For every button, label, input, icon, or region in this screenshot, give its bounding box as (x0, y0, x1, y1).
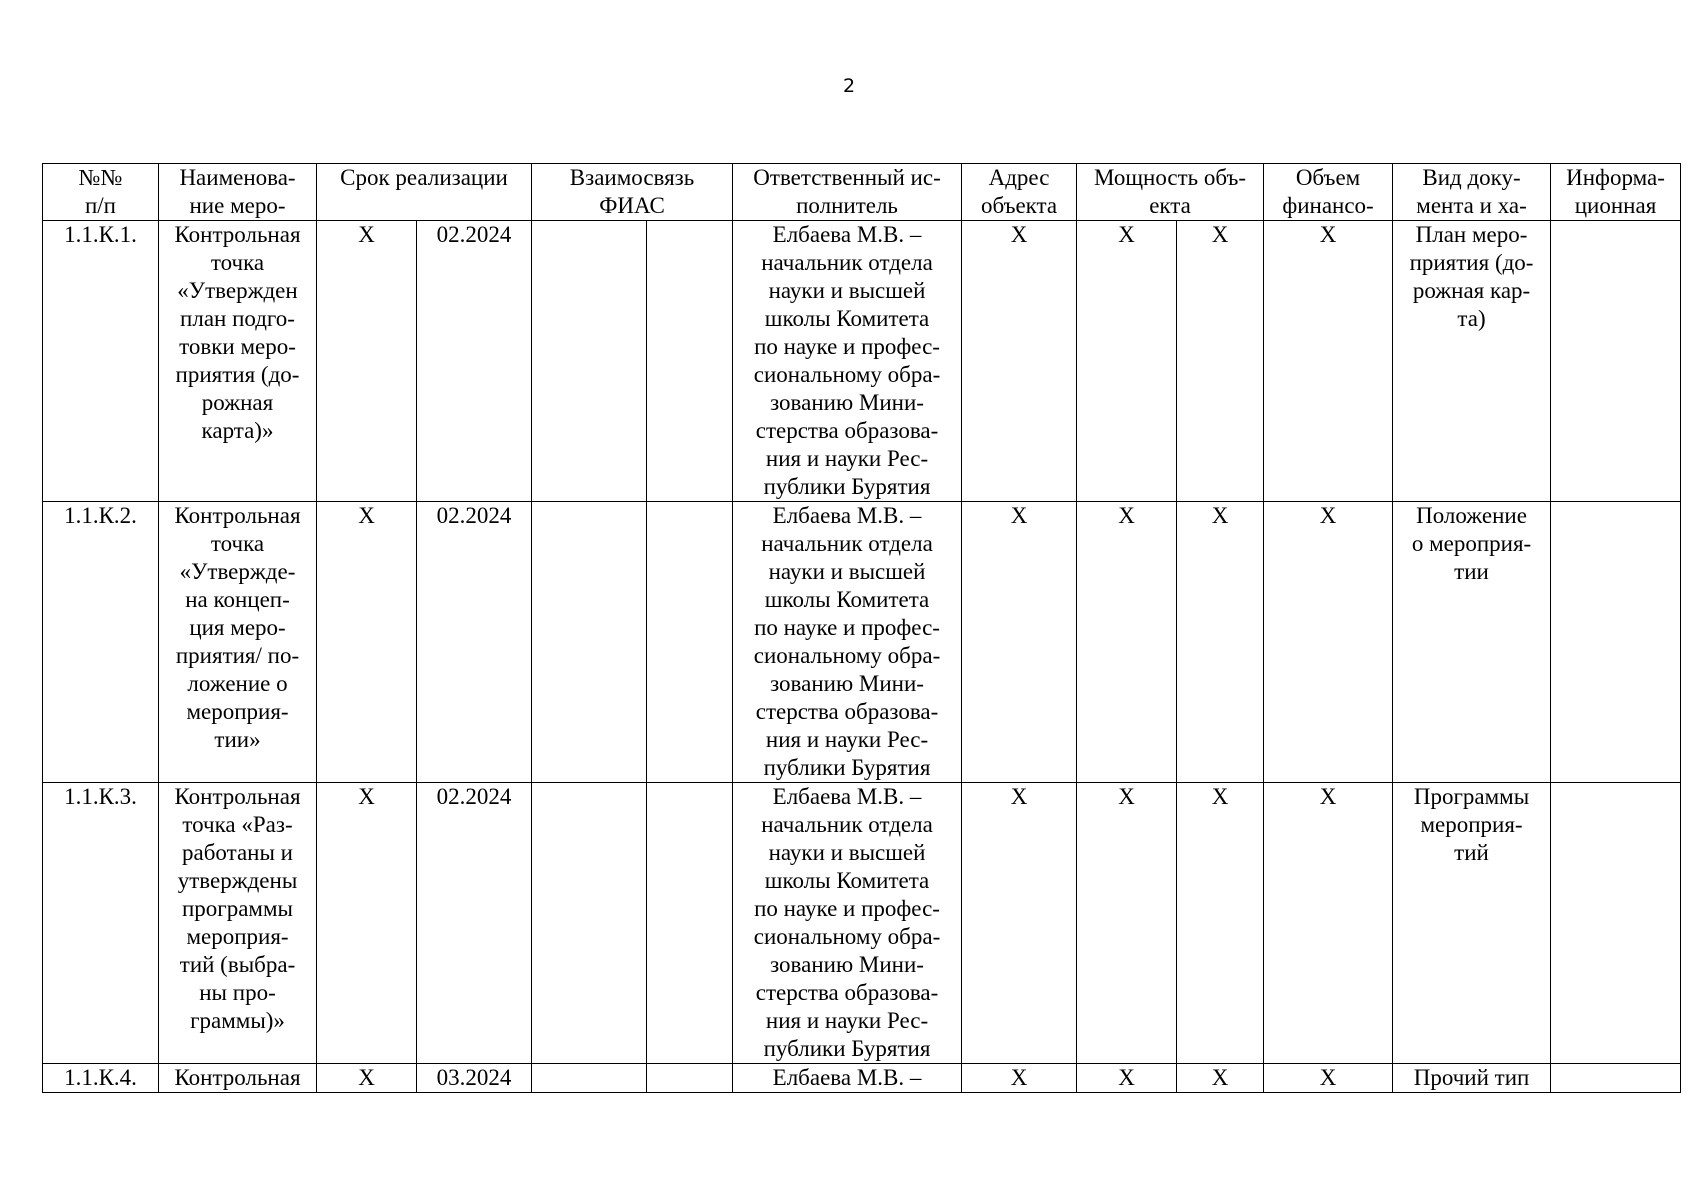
cell-address: X (962, 221, 1077, 502)
cell-fias-2 (647, 221, 733, 502)
cell-capacity-2: X (1177, 1064, 1264, 1093)
cell-fias-1 (532, 783, 647, 1064)
table-row (43, 783, 1681, 1064)
cell-responsible: Елбаева М.В. – начальник отдела науки и высшей школы Комитета по науке и профес- сиональному обра- зованию Мини- стерства образова- ния и науки Рес- публики Бурятия (733, 783, 962, 1064)
cell-fias-2 (647, 502, 733, 783)
cell-doc-type: План меро- приятия (до- рожная кар- та) (1393, 221, 1551, 502)
cell-term-end: 03.2024 (417, 1064, 532, 1093)
cell-address: X (962, 502, 1077, 783)
cell-fias-1 (532, 221, 647, 502)
cell-capacity-2: X (1177, 502, 1264, 783)
cell-capacity-2: X (1177, 783, 1264, 1064)
header-cell-name: Наименова- ние меро- (159, 164, 317, 221)
header-cell-address: Адрес объекта (962, 164, 1077, 221)
cell-info (1551, 221, 1681, 502)
cell-address: X (962, 1064, 1077, 1093)
header-cell-responsible: Ответственный ис- полнитель (733, 164, 962, 221)
cell-number: 1.1.К.4. (43, 1064, 159, 1093)
cell-term-end: 02.2024 (417, 502, 532, 783)
cell-name: Контрольная точка «Раз- работаны и утверждены программы мероприя- тий (выбра- ны про- граммы)» (159, 783, 317, 1064)
cell-fias-1 (532, 502, 647, 783)
header-cell-financing: Объем финансо- (1264, 164, 1393, 221)
cell-number: 1.1.К.1. (43, 221, 159, 502)
cell-capacity-1: X (1077, 502, 1177, 783)
cell-number: 1.1.К.2. (43, 502, 159, 783)
header-cell-info: Информа- ционная (1551, 164, 1681, 221)
cell-capacity-1: X (1077, 783, 1177, 1064)
header-cell-term: Срок реализации (317, 164, 532, 221)
cell-responsible: Елбаева М.В. – начальник отдела науки и высшей школы Комитета по науке и профес- сиональному обра- зованию Мини- стерства образова- ния и науки Рес- публики Бурятия (733, 502, 962, 783)
cell-info (1551, 783, 1681, 1064)
cell-fias-2 (647, 783, 733, 1064)
cell-name: Контрольная точка «Утвержден план подго- товки меро- приятия (до- рожная карта)» (159, 221, 317, 502)
plan-table (42, 163, 1681, 1093)
cell-address: X (962, 783, 1077, 1064)
cell-term-end: 02.2024 (417, 783, 532, 1064)
cell-fias-2 (647, 1064, 733, 1093)
header-cell-number: №№ п/п (43, 164, 159, 221)
cell-doc-type: Прочий тип (1393, 1064, 1551, 1093)
table-row (43, 1064, 1681, 1093)
cell-doc-type: Программы мероприя- тий (1393, 783, 1551, 1064)
cell-info (1551, 1064, 1681, 1093)
cell-fias-1 (532, 1064, 647, 1093)
cell-financing: X (1264, 783, 1393, 1064)
cell-info (1551, 502, 1681, 783)
table-row (43, 502, 1681, 783)
cell-capacity-1: X (1077, 1064, 1177, 1093)
table-row (43, 221, 1681, 502)
cell-name: Контрольная точка «Утвержде- на концеп- ция меро- приятия/ по- ложение о мероприя- тии» (159, 502, 317, 783)
cell-term-start: X (317, 1064, 417, 1093)
header-cell-doc-type: Вид доку- мента и ха- (1393, 164, 1551, 221)
cell-number: 1.1.К.3. (43, 783, 159, 1064)
cell-doc-type: Положение о мероприя- тии (1393, 502, 1551, 783)
cell-capacity-1: X (1077, 221, 1177, 502)
header-cell-capacity: Мощность объ- екта (1077, 164, 1264, 221)
cell-responsible: Елбаева М.В. – начальник отдела науки и высшей школы Комитета по науке и профес- сиональному обра- зованию Мини- стерства образова- ния и науки Рес- публики Бурятия (733, 221, 962, 502)
cell-responsible: Елбаева М.В. – (733, 1064, 962, 1093)
cell-name: Контрольная (159, 1064, 317, 1093)
cell-term-end: 02.2024 (417, 221, 532, 502)
page-number: 2 (842, 75, 856, 97)
table-header-row (43, 164, 1681, 221)
cell-term-start: X (317, 221, 417, 502)
cell-financing: X (1264, 221, 1393, 502)
cell-term-start: X (317, 783, 417, 1064)
cell-financing: X (1264, 1064, 1393, 1093)
cell-term-start: X (317, 502, 417, 783)
cell-financing: X (1264, 502, 1393, 783)
header-cell-fias: Взаимосвязь ФИАС (532, 164, 733, 221)
cell-capacity-2: X (1177, 221, 1264, 502)
